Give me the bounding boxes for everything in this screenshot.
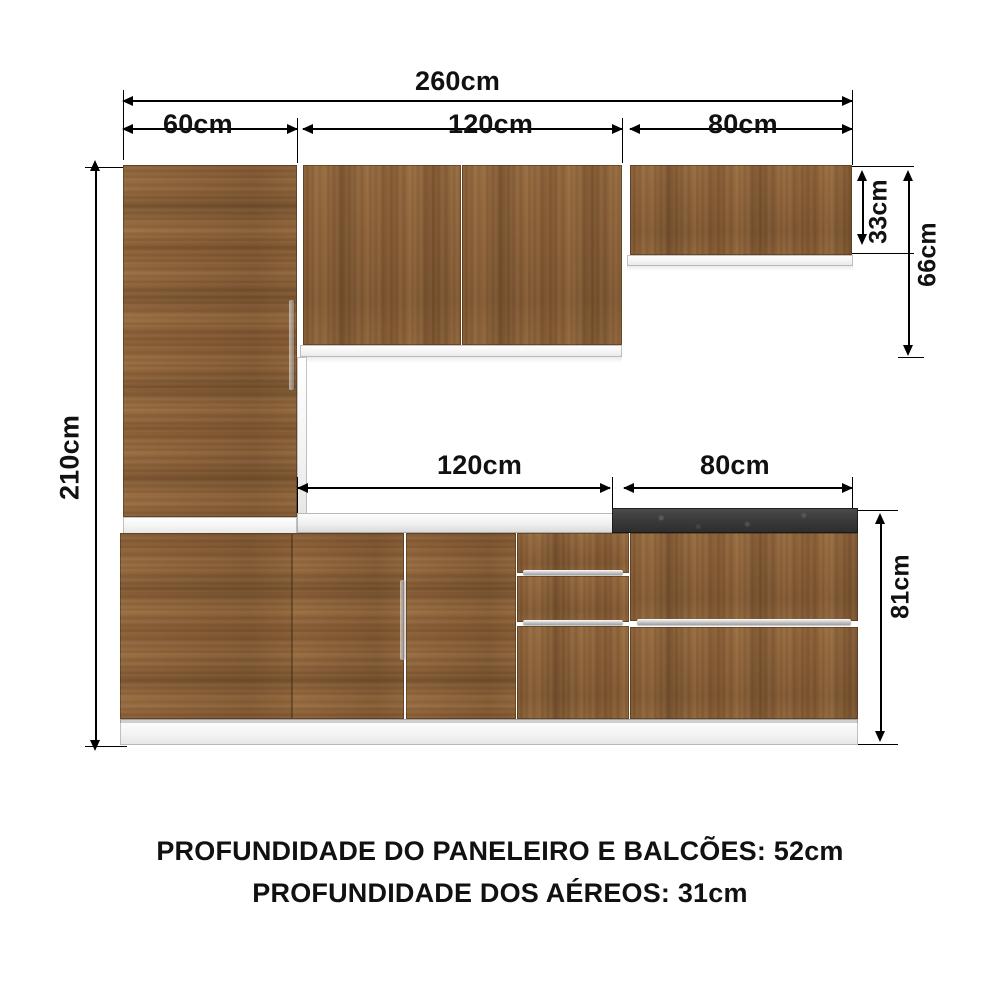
label-total-width: 260cm — [415, 66, 501, 96]
right-66-arrow-down — [903, 345, 913, 356]
base-unit-120-door-left[interactable] — [292, 533, 404, 719]
wall-unit-80-bottom-strip — [627, 255, 853, 266]
top-seg3-arrow-left — [629, 124, 640, 134]
tall-pantry-handle[interactable] — [289, 300, 294, 390]
label-66: 66cm — [913, 222, 942, 287]
base-drawer-middle[interactable] — [517, 576, 629, 622]
base-drawer-top-handle[interactable] — [523, 570, 623, 575]
tick-top-height — [85, 167, 127, 168]
tick-right-edge — [852, 90, 853, 165]
label-seg-120-mid: 120cm — [437, 450, 523, 480]
countertop — [297, 513, 617, 533]
pantry-side-panel — [297, 357, 307, 517]
wall-unit-shadow — [300, 357, 622, 363]
wall-unit-bottom-strip — [300, 345, 622, 357]
right-81-arrow-down — [875, 731, 885, 742]
right-81-arrow-up — [875, 513, 885, 524]
mid-seg1-dimension-line — [298, 487, 610, 489]
base-drawer-bottom[interactable] — [517, 626, 629, 719]
right-66-arrow-up — [903, 170, 913, 181]
right-81-dimension-line — [880, 522, 882, 734]
label-seg-80-mid: 80cm — [700, 450, 770, 480]
right-66-dimension-line — [908, 178, 910, 348]
top-total-dimension-line — [123, 100, 853, 102]
tick-60-edge — [297, 118, 298, 163]
caption-line-2: PROFUNDIDADE DOS AÉREOS: 31cm — [252, 878, 748, 908]
label-33: 33cm — [864, 179, 893, 244]
tall-pantry-door[interactable] — [123, 165, 297, 517]
label-seg-60: 60cm — [163, 109, 233, 139]
mid-seg2-arrow-left — [623, 483, 634, 493]
top-seg2-arrow-left — [302, 124, 313, 134]
left-height-dimension-line — [95, 168, 97, 746]
right-33-dimension-line — [862, 178, 864, 240]
base-unit-120-handle[interactable] — [400, 580, 405, 660]
mid-seg2-dimension-line — [624, 487, 853, 489]
base-unit-80-drawer-bottom[interactable] — [630, 627, 858, 719]
label-81: 81cm — [886, 554, 915, 619]
tick-66-bottom — [898, 357, 924, 358]
label-seg-80-top: 80cm — [708, 109, 778, 139]
wall-unit-door-left[interactable] — [303, 165, 461, 345]
left-height-arrow-up — [90, 160, 100, 171]
mid-seg1-arrow-left — [297, 483, 308, 493]
label-seg-120-top: 120cm — [448, 109, 534, 139]
label-total-height: 210cm — [54, 414, 85, 501]
mid-seg1-arrow-right — [600, 483, 611, 493]
caption-line-1: PROFUNDIDADE DO PANELEIRO E BALCÕES: 52cm — [156, 836, 844, 866]
stone-countertop — [612, 508, 858, 533]
base-unit-120-door-right[interactable] — [406, 533, 516, 719]
tall-pantry-base-strip — [123, 517, 297, 534]
wall-unit-80-door[interactable] — [630, 165, 852, 255]
tick-81-bottom — [858, 744, 898, 745]
base-unit-80-drawer-top[interactable] — [630, 533, 858, 621]
base-drawer-top[interactable] — [517, 533, 629, 573]
wall-unit-door-right[interactable] — [462, 165, 622, 345]
base-drawer-middle-handle[interactable] — [523, 620, 623, 625]
base-unit-80-drawer-top-handle[interactable] — [637, 619, 851, 625]
tick-180-edge — [622, 118, 623, 163]
plinth-recess — [120, 719, 858, 723]
tick-81-top — [858, 510, 898, 511]
wall-unit-80-shadow — [627, 266, 853, 271]
base-unit-left-door[interactable] — [120, 533, 292, 719]
tick-bottom-height — [85, 746, 127, 747]
tick-left-edge — [123, 90, 124, 160]
